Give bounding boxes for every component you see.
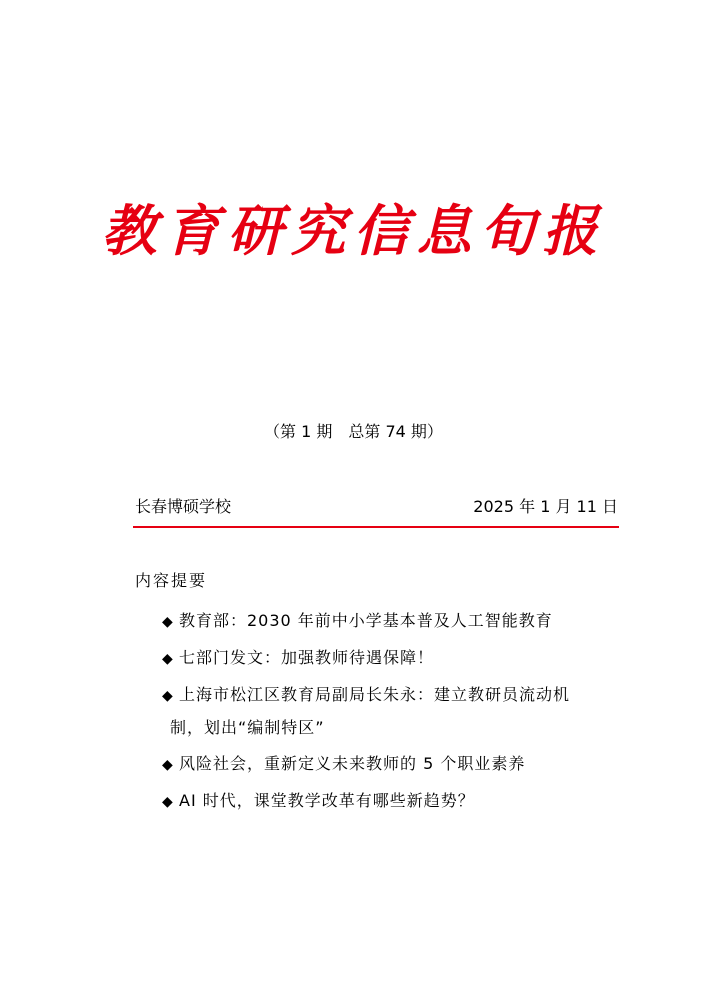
toc-item[interactable] bbox=[162, 641, 622, 676]
toc-item-text: AI 时代，课堂教学改革有哪些新趋势？ bbox=[179, 791, 475, 810]
diamond-bullet-icon: ◆ bbox=[162, 614, 174, 630]
toc-list bbox=[162, 604, 622, 821]
toc-item-continuation: 制，划出“编制特区” bbox=[170, 718, 325, 737]
toc-item[interactable] bbox=[162, 784, 622, 819]
diamond-bullet-icon: ◆ bbox=[162, 651, 174, 667]
toc-heading: 内容提要 bbox=[135, 571, 208, 590]
toc-item[interactable] bbox=[162, 604, 622, 639]
issue-number: （第 1 期 总第 74 期） bbox=[264, 422, 443, 441]
publish-date: 2025 年 1 月 11 日 bbox=[473, 497, 618, 516]
diamond-bullet-icon: ◆ bbox=[162, 688, 174, 704]
diamond-bullet-icon: ◆ bbox=[162, 757, 174, 773]
diamond-bullet-icon: ◆ bbox=[162, 794, 174, 810]
toc-item[interactable] bbox=[162, 747, 622, 782]
toc-item-text: 风险社会，重新定义未来教师的 5 个职业素养 bbox=[179, 754, 526, 773]
toc-item-text: 教育部：2030 年前中小学基本普及人工智能教育 bbox=[179, 611, 553, 630]
toc-item-text: 上海市松江区教育局副局长朱永：建立教研员流动机 bbox=[179, 685, 571, 704]
school-name: 长春博硕学校 bbox=[135, 497, 232, 516]
red-divider bbox=[133, 526, 619, 528]
toc-item-text: 七部门发文：加强教师待遇保障！ bbox=[179, 648, 435, 667]
masthead-title: 教育研究信息旬报 bbox=[101, 198, 606, 263]
toc-item[interactable] bbox=[162, 678, 622, 745]
publisher-row bbox=[135, 494, 618, 520]
